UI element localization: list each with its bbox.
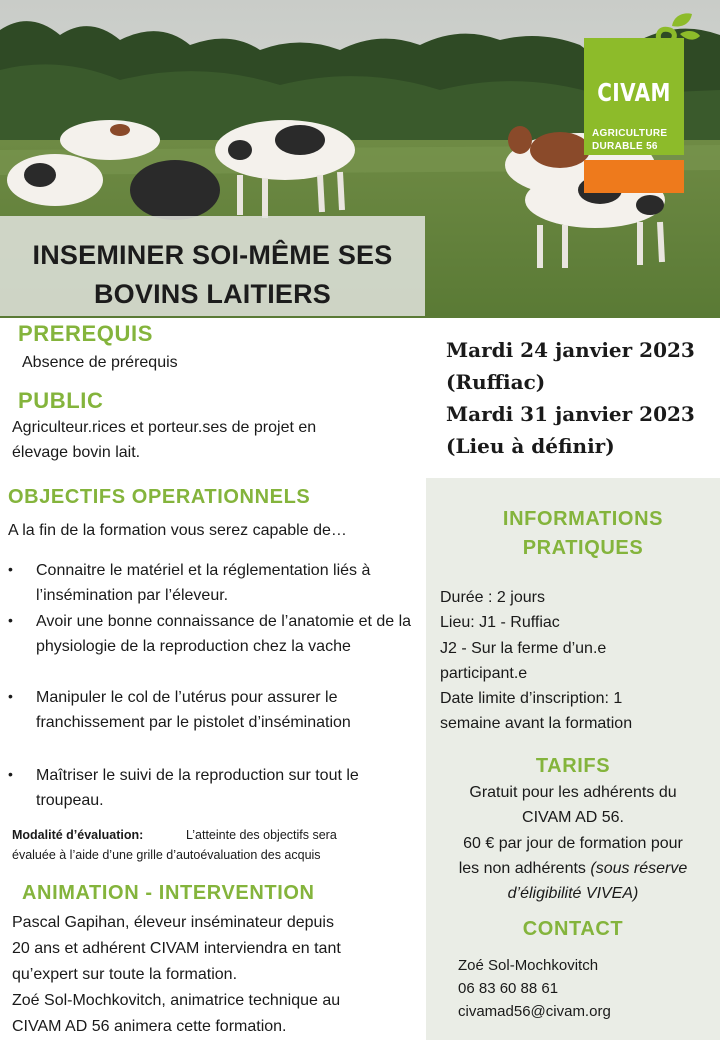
evaluation-text-line1: L’atteinte des objectifs sera — [186, 828, 337, 842]
tarifs-line4-italic: (sous réserve — [590, 860, 688, 877]
infos-lieu-j2-cont: participant.e — [440, 665, 528, 682]
logo-subtitle-line1: AGRICULTURE — [592, 128, 668, 139]
tarifs-line5: d’éligibilité VIVEA) — [507, 885, 639, 902]
tarifs-line4-plain: les non adhérents — [458, 860, 591, 877]
logo-name: CIVAM — [597, 78, 671, 107]
contact-phone: 06 83 60 88 61 — [458, 980, 559, 997]
public-text-line1: Agriculteur.rices et porteur.ses de projet en — [12, 419, 317, 436]
infos-lieu-j1: Lieu: J1 - Ruffiac — [440, 614, 560, 631]
objectifs-intro: A la fin de la formation vous serez capable de… — [8, 522, 347, 539]
date-session-2: Mardi 31 janvier 2023 — [446, 402, 695, 426]
public-heading: PUBLIC — [18, 388, 104, 413]
infos-heading-line1: INFORMATIONS — [502, 508, 664, 530]
objectif-item-3: Manipuler le col de l’utérus pour assurer le franchissement par le pistolet d’insémination — [36, 689, 351, 731]
tarifs-line4 — [426, 856, 720, 881]
bullet-icon: • — [8, 766, 13, 782]
bullet-icon: • — [8, 612, 13, 628]
animation-heading: ANIMATION - INTERVENTION — [22, 882, 315, 904]
logo-subtitle-line2: DURABLE 56 — [592, 141, 658, 152]
bullet-icon: • — [8, 561, 13, 577]
infos-lieu-j2: J2 - Sur la ferme d’un.e — [440, 640, 607, 657]
public-text-line2: élevage bovin lait. — [12, 444, 141, 461]
contact-heading: CONTACT — [522, 918, 624, 940]
prerequis-text: Absence de prérequis — [22, 354, 178, 371]
tarifs-line2: CIVAM AD 56. — [522, 809, 624, 826]
objectifs-heading: OBJECTIFS OPERATIONNELS — [8, 486, 311, 508]
tarifs-line3: 60 € par jour de formation pour — [463, 835, 683, 852]
bullet-icon: • — [8, 688, 13, 704]
tarifs-heading: TARIFS — [535, 755, 611, 777]
infos-duree: Durée : 2 jours — [440, 589, 545, 606]
logo-orange-band — [584, 160, 684, 193]
contact-name: Zoé Sol-Mochkovitch — [458, 957, 599, 974]
animation-line3: qu’expert sur toute la formation. — [12, 966, 238, 983]
contact-email[interactable]: civamad56@civam.org — [458, 1003, 611, 1020]
objectif-item-2: Avoir une bonne connaissance de l’anatomie et de la physiologie de la reproduction chez la vache — [36, 613, 412, 655]
page-title-line2: BOVINS LAITIERS — [93, 279, 332, 309]
evaluation-label: Modalité d’évaluation: — [12, 828, 144, 842]
animation-line2: 20 ans et adhérent CIVAM interviendra en tant — [12, 940, 341, 957]
animation-line4: Zoé Sol-Mochkovitch, animatrice technique au — [12, 992, 341, 1009]
date-session-1: Mardi 24 janvier 2023 — [446, 338, 695, 362]
objectif-item-4: Maîtriser le suivi de la reproduction sur tout le troupeau. — [36, 767, 359, 809]
infos-heading-line2: PRATIQUES — [522, 537, 644, 559]
page-title-line1: INSEMINER SOI-MÊME SES — [32, 240, 393, 270]
prerequis-heading: PREREQUIS — [18, 321, 153, 346]
evaluation-text-line2: évaluée à l’aide d’une grille d’autoévaluation des acquis — [12, 848, 321, 862]
animation-line1: Pascal Gapihan, éleveur inséminateur depuis — [12, 914, 334, 931]
date-session-2-place: (Lieu à définir) — [446, 434, 615, 458]
leaf-spiral-icon — [644, 8, 704, 68]
infos-date-limite-cont: semaine avant la formation — [440, 715, 633, 732]
tarifs-line1: Gratuit pour les adhérents du — [469, 784, 677, 801]
objectif-item-1: Connaitre le matériel et la réglementation liés à l’insémination par l’éleveur. — [36, 562, 371, 604]
date-session-1-place: (Ruffiac) — [446, 370, 546, 394]
infos-date-limite: Date limite d’inscription: 1 — [440, 690, 623, 707]
animation-line5: CIVAM AD 56 animera cette formation. — [12, 1018, 287, 1035]
